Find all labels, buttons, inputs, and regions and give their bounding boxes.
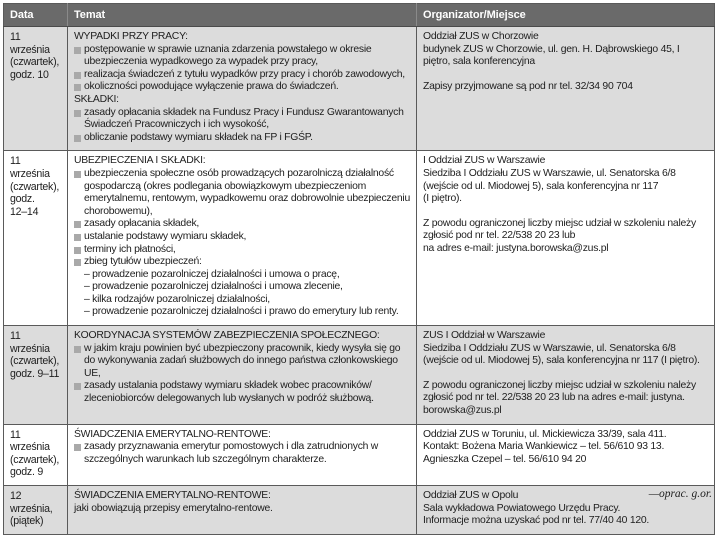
organizer-cell <box>417 326 715 425</box>
date-line: godz. <box>10 193 35 206</box>
topic-item-text: zasady ustalania podstawy wymiaru składek wobec pracowników/ zleceniobiorców delegowanych lub wysłanych w podróż służbową. <box>84 380 374 405</box>
organizer-line: (I piętro). <box>423 193 462 205</box>
organizer-line: Z powodu ograniczonej liczby miejsc udział w szkoleniu należy <box>423 379 696 391</box>
table-header-row <box>4 4 715 27</box>
square-bullet-icon <box>74 444 81 451</box>
organizer-line: I Oddział ZUS w Warszawie <box>423 155 546 167</box>
training-schedule-table <box>3 3 715 535</box>
date-line: (czwartek), <box>10 453 60 466</box>
topic-heading: WYPADKI PRZY PRACY: <box>74 31 188 42</box>
date-line: 12–14 <box>10 205 39 218</box>
organizer-line: na adres e-mail: justyna.borowska@zus.pl <box>423 242 609 254</box>
organizer-line: zgłosić pod nr tel. 22/538 20 23 lub na adres e-mail: justyna. <box>423 392 685 404</box>
organizer-line: Zapisy przyjmowane są pod nr tel. 32/34 90 704 <box>423 80 633 92</box>
topic-heading: UBEZPIECZENIA I SKŁADKI: <box>74 155 206 167</box>
topic-subitem: – prowadzenie pozarolniczej działalności i umowa o pracę, <box>84 268 340 280</box>
header-topic: Temat <box>68 4 417 27</box>
topic-cell <box>68 486 417 535</box>
topic-item-text: zasady przyznawania emerytur pomostowych i dla zatrudnionych w szczególnych warunkach lub szczególnym charakterze. <box>84 441 379 465</box>
organizer-line: Siedziba I Oddziału ZUS w Warszawie, ul. Senatorska 6/8 <box>423 342 676 354</box>
topic-item-text: realizacja świadczeń z tytułu wypadków przy pracy i chorób zawodowych, <box>84 68 405 80</box>
date-cell <box>4 486 68 535</box>
organizer-line: Z powodu ograniczonej liczby miejsc udział w szkoleniu należy <box>423 217 696 229</box>
topic-bullet-item <box>74 69 410 82</box>
organizer-line: Sala wykładowa Powiatowego Urzędu Pracy. <box>423 502 621 514</box>
header-date: Data <box>4 4 68 27</box>
topic-item-text: zasady opłacania składek, <box>84 218 200 230</box>
square-bullet-icon <box>74 84 81 91</box>
organizer-line: Agnieszka Czepel – tel. 56/610 94 20 <box>423 453 587 465</box>
topic-subitem: – kilka rodzajów pozarolniczej działalności, <box>84 293 270 305</box>
organizer-cell <box>417 151 715 326</box>
topic-subitem: – prowadzenie pozarolniczej działalności i prawo do emerytury lub renty. <box>84 306 399 318</box>
organizer-line: Oddział ZUS w Opolu <box>423 490 519 501</box>
date-line: (czwartek), <box>10 56 60 69</box>
topic-item-text: terminy ich płatności, <box>84 243 176 255</box>
date-cell <box>4 151 68 326</box>
organizer-line: Oddział ZUS w Chorzowie <box>423 31 539 42</box>
topic-item-text: ubezpieczenia społeczne osób prowadzących pozarolniczą działalność gospodarczą (okres podlegania obowiązkowym ubezpieczeniom emerytalnemu, rentowym, wypadkowemu oraz dobrowolnie ubezpieczeniu chorobowemu), <box>84 167 410 217</box>
table-row <box>4 486 715 535</box>
table-row <box>4 424 715 485</box>
table-row <box>4 27 715 151</box>
organizer-line: budynek ZUS w Chorzowie, ul. gen. H. Dąbrowskiego 45, I piętro, sala konferencyjna <box>423 43 680 68</box>
date-line: (czwartek), <box>10 180 60 193</box>
date-line: 11 września <box>10 31 50 56</box>
square-bullet-icon <box>74 47 81 54</box>
topic-bullet-item <box>74 441 410 466</box>
topic-cell <box>68 326 417 425</box>
topic-bullet-item <box>74 256 410 269</box>
organizer-line: zgłosić pod nr tel. 22/538 20 23 lub <box>423 230 576 242</box>
table-row <box>4 151 715 326</box>
date-cell <box>4 424 68 485</box>
topic-item-text: zbieg tytułów ubezpieczeń: <box>84 256 202 268</box>
organizer-line: Informacje można uzyskać pod nr tel. 77/40 40 120. <box>423 515 650 527</box>
topic-item-text: okoliczności powodujące wyłączenie prawa do świadczeń. <box>84 81 339 93</box>
date-line: (czwartek), <box>10 355 60 368</box>
date-line: 11 września <box>10 155 50 180</box>
topic-item-text: w jakim kraju powinien być ubezpieczony pracownik, kiedy wysyła się go do wykonywania zadań służbowych do innego państwa członkowskiego UE, <box>84 342 401 379</box>
organizer-line: Siedziba I Oddziału ZUS w Warszawie, ul. Senatorska 6/8 <box>423 167 676 179</box>
date-line: godz. 9 <box>10 466 44 479</box>
topic-bullet-item <box>74 44 410 69</box>
schedule-table-wrapper <box>3 3 714 535</box>
topic-heading: KOORDYNACJA SYSTEMÓW ZABEZPIECZENIA SPOŁECZNEGO: <box>74 330 380 342</box>
topic-item-text: postępowanie w sprawie uznania zdarzenia powstałego w okresie ubezpieczenia wypadkowego za wypadek przy pracy, <box>84 43 372 68</box>
square-bullet-icon <box>74 383 81 390</box>
date-line: 12 września, <box>10 490 53 515</box>
topic-cell <box>68 424 417 485</box>
spacer <box>423 368 708 380</box>
square-bullet-icon <box>74 259 81 266</box>
topic-item-text: ustalanie podstawy wymiaru składek, <box>84 230 247 242</box>
square-bullet-icon <box>74 171 81 178</box>
topic-heading: ŚWIADCZENIA EMERYTALNO-RENTOWE: <box>74 490 271 501</box>
square-bullet-icon <box>74 135 81 142</box>
organizer-line: ZUS I Oddział w Warszawie <box>423 330 546 342</box>
table-row <box>4 326 715 425</box>
topic-cell <box>68 151 417 326</box>
date-line: godz. 10 <box>10 68 49 81</box>
square-bullet-icon <box>74 72 81 79</box>
square-bullet-icon <box>74 234 81 241</box>
date-cell <box>4 27 68 151</box>
organizer-line: (wejście od ul. Miodowej 5), sala konferencyjna nr 117 <box>423 180 659 192</box>
date-line: (piątek) <box>10 515 44 528</box>
topic-item-text: zasady opłacania składek na Fundusz Pracy i Fundusz Gwarantowanych Świadczeń Pracowniczych i ich wysokość, <box>84 106 404 131</box>
topic-bullet-item <box>74 168 410 218</box>
square-bullet-icon <box>74 247 81 254</box>
date-line: godz. 9–11 <box>10 367 60 380</box>
topic-bullet-item <box>74 231 410 244</box>
topic-heading: SKŁADKI: <box>74 93 119 105</box>
square-bullet-icon <box>74 110 81 117</box>
spacer <box>423 69 708 81</box>
organizer-line: Oddział ZUS w Toruniu, ul. Mickiewicza 33/39, sala 411. <box>423 428 667 440</box>
date-line: 11 września <box>10 330 50 355</box>
organizer-cell <box>417 424 715 485</box>
topic-bullet-item <box>74 107 410 132</box>
topic-bullet-item <box>74 218 410 231</box>
date-cell <box>4 326 68 425</box>
topic-text: jaki obowiązują przepisy emerytalno-rentowe. <box>74 502 273 514</box>
topic-bullet-item <box>74 380 410 405</box>
organizer-cell <box>417 27 715 151</box>
topic-bullet-item <box>74 132 410 145</box>
date-line: 11 września <box>10 428 50 454</box>
author-credit: —oprac. g.or. <box>648 488 712 500</box>
spacer <box>423 206 708 218</box>
square-bullet-icon <box>74 346 81 353</box>
topic-item-text: obliczanie podstawy wymiaru składek na FP i FGŚP. <box>84 131 313 143</box>
topic-cell <box>68 27 417 151</box>
organizer-line: (wejście od ul. Miodowej 5), sala konferencyjna nr 117 (I piętro). <box>423 355 700 367</box>
square-bullet-icon <box>74 221 81 228</box>
topic-subitem: – prowadzenie pozarolniczej działalności i umowa zlecenie, <box>84 281 343 293</box>
topic-bullet-item <box>74 343 410 381</box>
organizer-line: borowska@zus.pl <box>423 405 502 417</box>
organizer-line: Kontakt: Bożena Maria Wankiewicz – tel. 56/610 93 13. <box>423 441 665 453</box>
topic-bullet-item <box>74 81 410 94</box>
topic-bullet-item <box>74 244 410 257</box>
topic-heading: ŚWIADCZENIA EMERYTALNO-RENTOWE: <box>74 428 271 440</box>
header-organizer: Organizator/Miejsce <box>417 4 715 27</box>
